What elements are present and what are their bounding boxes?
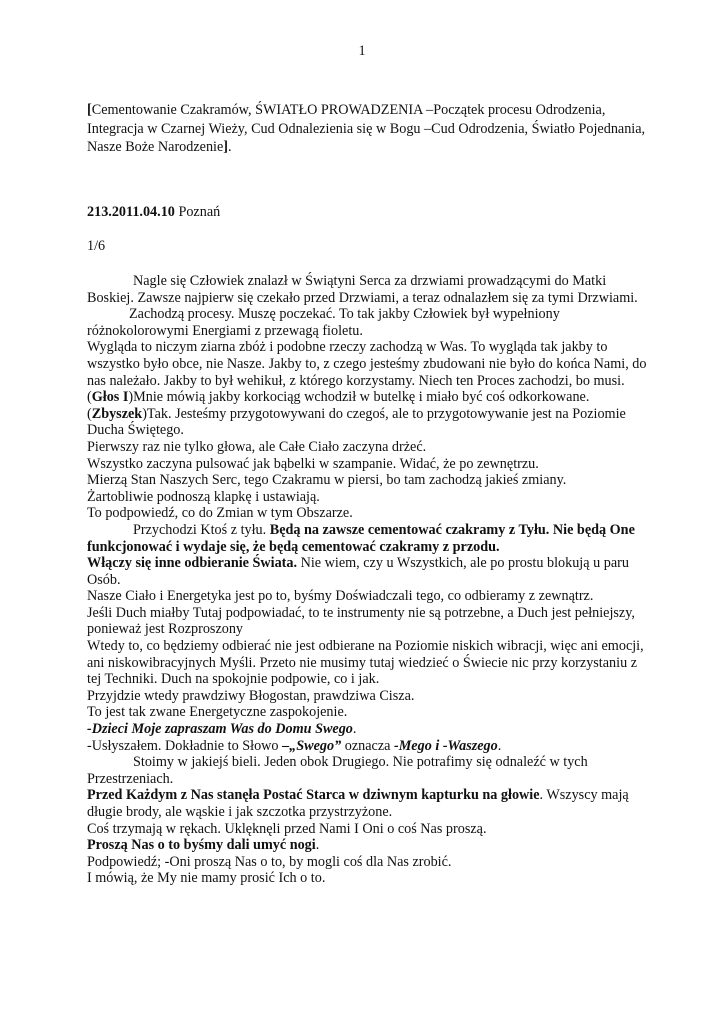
paren: ( xyxy=(87,405,92,422)
paragraph-text: . Wszyscy mają długie brody, ale wąskie i jak szczotka przystrzyżone. xyxy=(87,787,629,820)
paragraph xyxy=(87,787,647,820)
document-body xyxy=(87,273,647,887)
paragraph: I mówią, że My nie mamy prosić Ich o to. xyxy=(87,870,326,887)
paragraph-text: Przychodzi Ktoś z tyłu. xyxy=(133,521,270,538)
paragraph xyxy=(87,522,647,555)
paragraph-text: oznacza xyxy=(341,737,394,754)
emphasis: Przed Każdym z Nas stanęła Postać Starca w dziwnym kapturku na głowie xyxy=(87,787,540,804)
paragraph: Wszystko zaczyna pulsować jak bąbelki w szampanie. Widać, że po zewnętrzu. xyxy=(87,455,539,472)
header-end: . xyxy=(228,139,232,156)
part-number: 1/6 xyxy=(87,238,106,254)
header-close-bracket: ] xyxy=(223,139,229,156)
paragraph: Nagle się Człowiek znalazł w Świątyni Serca za drzwiami prowadzącymi do Matki Boskiej. Zawsze najpierw się czekało przed Drzwiami, a teraz odnalazłem się za tymi Drzwiami. xyxy=(87,273,638,306)
paragraph xyxy=(87,721,647,738)
paragraph: To jest tak zwane Energetyczne zaspokojenie. xyxy=(87,704,348,721)
speaker-label: Głos I xyxy=(91,389,129,406)
paragraph: Żartobliwie podnoszą klapkę i ustawiają. xyxy=(87,488,320,505)
paragraph: Zachodzą procesy. Muszę poczekać. To tak jakby Człowiek był wypełniony różnokolorowymi Energiami z przewagą fioletu. xyxy=(87,306,560,339)
paragraph: Nasze Ciało i Energetyka jest po to, byśmy Doświadczali tego, co odbieramy z zewnątrz. xyxy=(87,588,594,605)
paragraph-text: )Tak. Jesteśmy przygotowywani do czegoś, ale to przygotowywanie jest na Poziomie Ducha Świętego. xyxy=(87,405,626,439)
paragraph: Coś trzymają w rękach. Uklęknęli przed Nami I Oni o coś Nas proszą. xyxy=(87,820,487,837)
paren: ( xyxy=(87,389,92,406)
header-text: Cementowanie Czakramów, ŚWIATŁO PROWADZENIA –Początek procesu Odrodzenia, Integracja w Czarnej Wieży, Cud Odnalezienia się w Bogu –Cud Odrodzenia, Światło Pojednania, Nasze Boże Narodzenie xyxy=(87,102,646,156)
emphasis: Będą na zawsze cementować czakramy z Tyłu. Nie będą One funkcjonować i wydaje się, że będą cementować czakramy z przodu. xyxy=(87,521,635,555)
paragraph: Wtedy to, co będziemy odbierać nie jest odbierane na Poziomie niskich wibracji, więc ani emocji, ani niskowibracyjnych Myśli. Przeto nie musimy tutaj wiedzieć o Świecie nic przy korzystaniu z tej Techniki. Duch na spokojnie podpowie, co i jak. xyxy=(87,638,644,688)
paragraph: Stoimy w jakiejś bieli. Jeden obok Drugiego. Nie potrafimy się odnaleźć w tych Przestrzeniach. xyxy=(87,754,588,787)
paragraph: Mierzą Stan Naszych Serc, tego Czakramu w piersi, bo tam zachodzą jakieś zmiany. xyxy=(87,472,567,489)
paragraph-text: Nie wiem, czy u Wszystkich, ale po prostu blokują u paru Osób. xyxy=(87,555,629,588)
paragraph xyxy=(87,555,647,588)
paragraph: Jeśli Duch miałby Tutaj podpowiadać, to te instrumenty nie są potrzebne, a Duch jest pełniejszy, ponieważ jest Rozproszony xyxy=(87,604,635,638)
paragraph xyxy=(87,837,647,854)
dateline xyxy=(87,204,220,221)
quote-emphasis: -Dzieci Moje zapraszam Was do Domu Swego xyxy=(87,721,353,738)
emphasis: Proszą Nas o to byśmy dali umyć nogi xyxy=(87,837,316,854)
paragraph xyxy=(87,406,647,439)
quote-emphasis: –„Swego” xyxy=(282,737,342,754)
paragraph: Pierwszy raz nie tylko głowa, ale Całe Ciało zaczyna drżeć. xyxy=(87,438,427,455)
paragraph: Przyjdzie wtedy prawdziwy Błogostan, prawdziwa Cisza. xyxy=(87,687,415,704)
document-header xyxy=(87,101,647,157)
quote-emphasis: -Mego i -Waszego xyxy=(393,737,498,754)
paragraph xyxy=(87,738,647,755)
page-number: 1 xyxy=(358,43,366,59)
dateline-code: 213.2011.04.10 xyxy=(87,204,175,220)
paragraph-text: )Mnie mówią jakby korkociąg wchodził w butelkę i miało być coś odkorkowane. xyxy=(128,389,590,406)
emphasis: Włączy się inne odbieranie Świata. xyxy=(87,555,298,572)
header-open-bracket: [ xyxy=(87,102,92,118)
paragraph: Wygląda to niczym ziarna zbóż i podobne rzeczy zachodzą w Was. To wygląda tak jakby to wszystko było obce, nie Nasze. Jakby to, z czego jesteśmy zbudowani nie było do końca Nami, do nas należało. Jakby to był wehikuł, z którego korzystamy. Niech ten Proces zachodzi, bo musi. xyxy=(87,339,647,389)
paragraph-text: . xyxy=(315,837,320,854)
dateline-place: Poznań xyxy=(174,204,221,220)
paragraph xyxy=(87,389,647,406)
paragraph-text: . xyxy=(352,721,357,738)
speaker-label: Zbyszek xyxy=(91,405,143,422)
paragraph: Podpowiedź; -Oni proszą Nas o to, by mogli coś dla Nas zrobić. xyxy=(87,853,452,870)
paragraph-text: -Usłyszałem. Dokładnie to Słowo xyxy=(87,737,283,754)
paragraph: To podpowiedź, co do Zmian w tym Obszarze. xyxy=(87,505,353,522)
paragraph-text: . xyxy=(497,737,502,754)
